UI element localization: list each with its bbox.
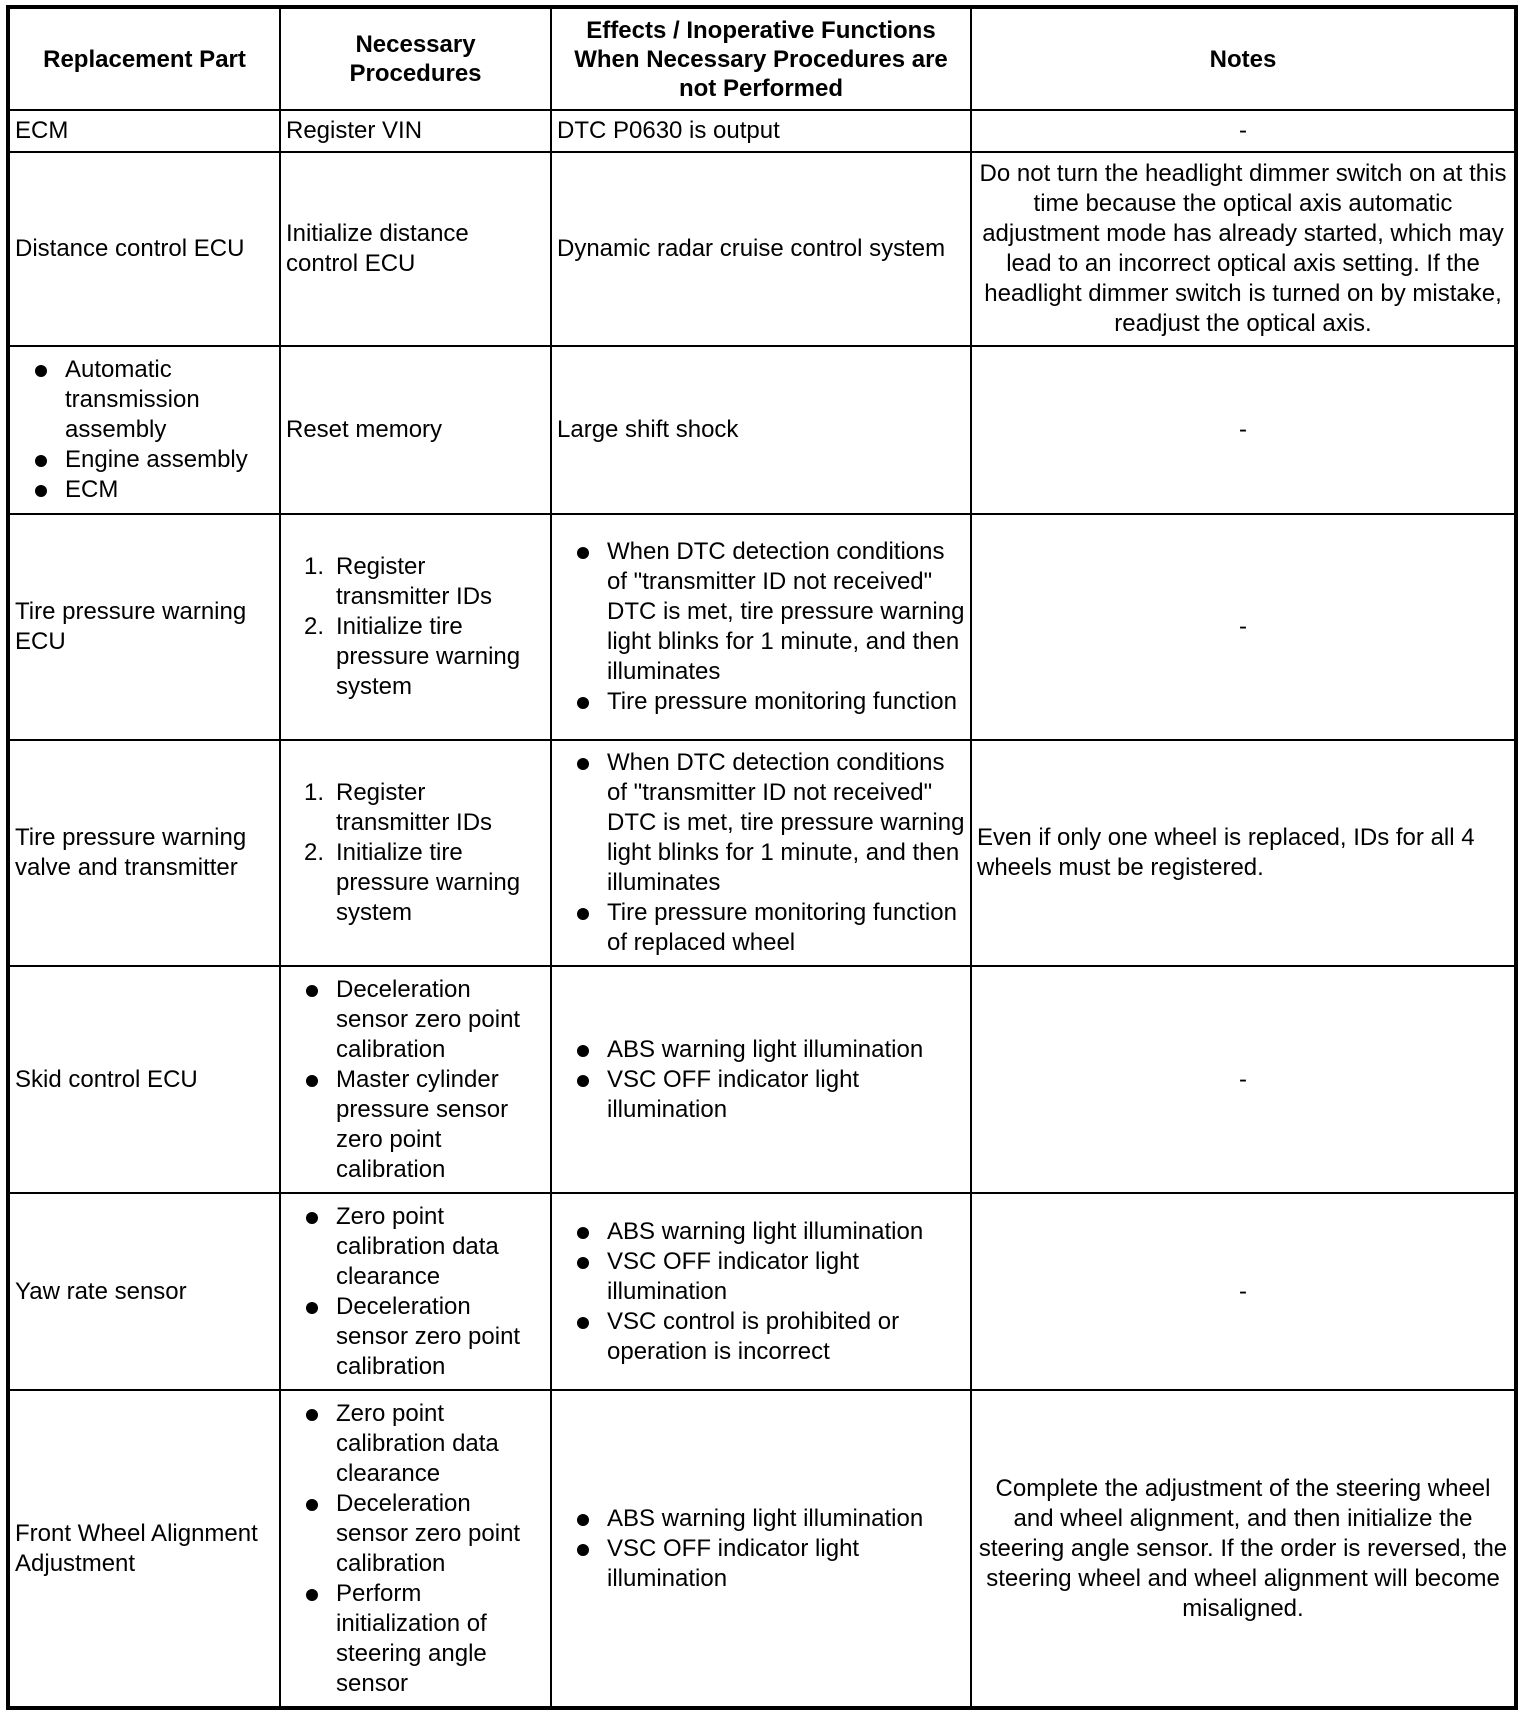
list-item: VSC OFF indicator light illumination (557, 1247, 965, 1307)
cell-effect (551, 1390, 971, 1708)
list-item: VSC control is prohibited or operation is incorrect (557, 1307, 965, 1367)
list-item: Deceleration sensor zero point calibration (286, 975, 545, 1065)
table-row (8, 740, 1516, 966)
list-item (286, 778, 545, 838)
cell-procedure (280, 1193, 551, 1390)
number-marker: 1. (304, 553, 325, 580)
list-item: Tire pressure monitoring function (557, 687, 965, 717)
cell-part (8, 346, 280, 514)
part-bullet-list (15, 355, 274, 505)
list-item: VSC OFF indicator light illumination (557, 1065, 965, 1125)
list-item-text: Initialize tire pressure warning system (336, 839, 521, 926)
list-item: Master cylinder pressure sensor zero point calibration (286, 1065, 545, 1185)
cell-part: Yaw rate sensor (8, 1193, 280, 1390)
procedure-bullet-list (286, 975, 545, 1185)
list-item: Tire pressure monitoring function of replaced wheel (557, 898, 965, 958)
cell-notes: Do not turn the headlight dimmer switch on at this time because the optical axis automatic adjustment mode has already started, which may lead to an incorrect optical axis setting. If the headlight dimmer switch is turned on by mistake, readjust the optical axis. (971, 152, 1516, 346)
number-marker: 2. (304, 839, 325, 866)
header-necessary-procedures: Necessary Procedures (280, 7, 551, 110)
list-item: Deceleration sensor zero point calibration (286, 1489, 545, 1579)
list-item: Zero point calibration data clearance (286, 1399, 545, 1489)
cell-part: Tire pressure warning ECU (8, 514, 280, 740)
list-item: ECM (15, 475, 274, 505)
list-item: ABS warning light illumination (557, 1504, 965, 1534)
cell-notes: - (971, 346, 1516, 514)
cell-procedure: Register VIN (280, 110, 551, 152)
cell-effect (551, 740, 971, 966)
table-row (8, 514, 1516, 740)
cell-effect (551, 1193, 971, 1390)
list-item (286, 838, 545, 928)
header-effects: Effects / Inoperative Functions When Necessary Procedures are not Performed (551, 7, 971, 110)
table-row (8, 346, 1516, 514)
cell-procedure (280, 1390, 551, 1708)
effect-bullet-list (557, 537, 965, 717)
cell-part: Tire pressure warning valve and transmitter (8, 740, 280, 966)
procedure-bullet-list (286, 1202, 545, 1382)
procedure-bullet-list (286, 1399, 545, 1699)
effect-bullet-list (557, 1504, 965, 1594)
cell-notes: - (971, 110, 1516, 152)
cell-notes: Complete the adjustment of the steering wheel and wheel alignment, and then initialize the steering angle sensor. If the order is reversed, the steering wheel and wheel alignment will become misaligned. (971, 1390, 1516, 1708)
cell-part: Front Wheel Alignment Adjustment (8, 1390, 280, 1708)
cell-part: Distance control ECU (8, 152, 280, 346)
header-notes: Notes (971, 7, 1516, 110)
list-item: ABS warning light illumination (557, 1035, 965, 1065)
table-row (8, 966, 1516, 1193)
list-item (286, 612, 545, 702)
cell-procedure (280, 514, 551, 740)
cell-procedure (280, 966, 551, 1193)
list-item: Zero point calibration data clearance (286, 1202, 545, 1292)
effect-bullet-list (557, 1217, 965, 1367)
table-row (8, 1390, 1516, 1708)
cell-notes: - (971, 1193, 1516, 1390)
table-row (8, 1193, 1516, 1390)
cell-effect (551, 966, 971, 1193)
header-replacement-part: Replacement Part (8, 7, 280, 110)
effect-bullet-list (557, 748, 965, 958)
cell-effect (551, 514, 971, 740)
list-item (286, 552, 545, 612)
list-item: ABS warning light illumination (557, 1217, 965, 1247)
cell-effect: Large shift shock (551, 346, 971, 514)
list-item-text: Register transmitter IDs (336, 779, 493, 836)
list-item: Perform initialization of steering angle sensor (286, 1579, 545, 1699)
list-item: When DTC detection conditions of "transmitter ID not received" DTC is met, tire pressure warning light blinks for 1 minute, and then illuminates (557, 748, 965, 898)
table-row (8, 152, 1516, 346)
procedure-numbered-list (286, 552, 545, 702)
cell-part: ECM (8, 110, 280, 152)
procedure-numbered-list (286, 778, 545, 928)
cell-procedure: Initialize distance control ECU (280, 152, 551, 346)
cell-effect: Dynamic radar cruise control system (551, 152, 971, 346)
cell-part: Skid control ECU (8, 966, 280, 1193)
cell-procedure: Reset memory (280, 346, 551, 514)
list-item-text: Register transmitter IDs (336, 553, 493, 610)
cell-notes: - (971, 514, 1516, 740)
cell-procedure (280, 740, 551, 966)
list-item: VSC OFF indicator light illumination (557, 1534, 965, 1594)
cell-effect: DTC P0630 is output (551, 110, 971, 152)
list-item: Engine assembly (15, 445, 274, 475)
list-item-text: Initialize tire pressure warning system (336, 613, 521, 700)
cell-notes: - (971, 966, 1516, 1193)
effect-bullet-list (557, 1035, 965, 1125)
cell-notes: Even if only one wheel is replaced, IDs for all 4 wheels must be registered. (971, 740, 1516, 966)
table-row (8, 110, 1516, 152)
number-marker: 2. (304, 613, 325, 640)
list-item: Deceleration sensor zero point calibration (286, 1292, 545, 1382)
number-marker: 1. (304, 779, 325, 806)
list-item: Automatic transmission assembly (15, 355, 274, 445)
procedures-table (6, 5, 1518, 1710)
header-row (8, 7, 1516, 110)
list-item: When DTC detection conditions of "transmitter ID not received" DTC is met, tire pressure warning light blinks for 1 minute, and then illuminates (557, 537, 965, 687)
